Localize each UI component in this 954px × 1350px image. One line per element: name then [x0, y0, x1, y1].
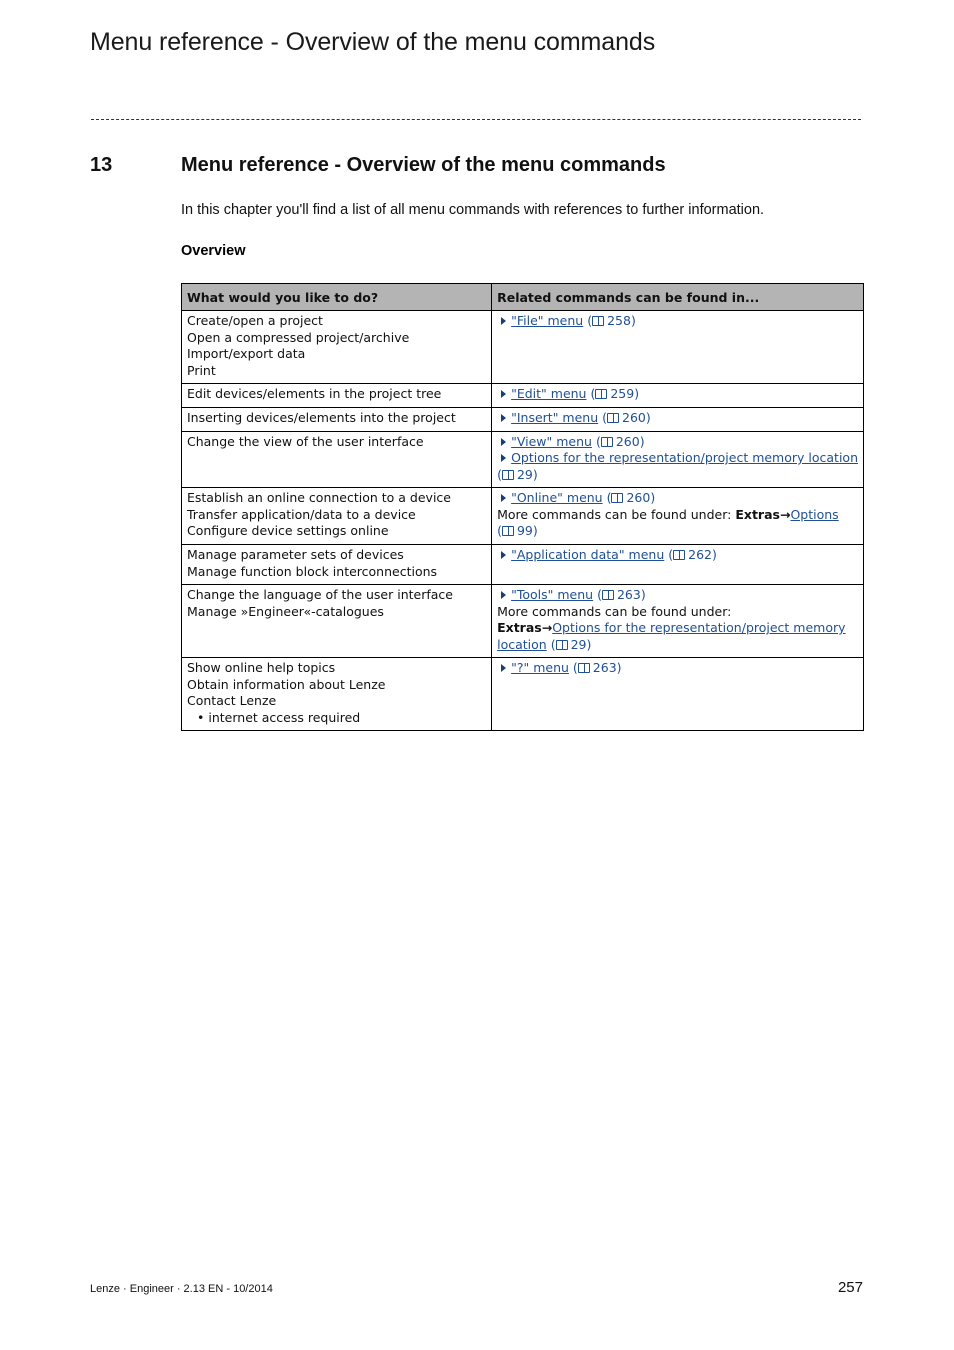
online-menu-link[interactable]: "Online" menu [511, 490, 603, 505]
task-line: Manage parameter sets of devices [187, 547, 404, 562]
link-arrow-icon [501, 551, 506, 559]
file-menu-link[interactable]: "File" menu [511, 313, 584, 328]
commands-cell: "Edit" menu ( 259) [492, 384, 864, 408]
table-row [182, 311, 864, 384]
task-cell [182, 658, 492, 731]
page-reference[interactable]: 260 [622, 410, 646, 425]
book-icon [578, 663, 590, 673]
more-commands-text: More commands can be found under: [497, 506, 732, 522]
running-header-title: Menu reference - Overview of the menu commands [90, 28, 656, 56]
footer-document-info: Lenze · Engineer · 2.13 EN - 10/2014 [90, 1283, 273, 1295]
commands-cell: "File" menu ( 258) [492, 311, 864, 384]
table-row [182, 408, 864, 432]
commands-cell: "View" menu ( 260) Options for the representation/project memory location ( 29) [492, 431, 864, 488]
page-reference[interactable]: 258 [607, 313, 631, 328]
link-arrow-icon [501, 454, 506, 462]
book-icon [673, 550, 685, 560]
table-row [182, 384, 864, 408]
link-arrow-icon [501, 494, 506, 502]
column-header-task: What would you like to do? [182, 284, 492, 311]
task-cell [182, 545, 492, 585]
book-icon [611, 493, 623, 503]
page-number: 257 [837, 1279, 863, 1296]
book-icon [602, 590, 614, 600]
chapter-number: 13 [90, 154, 113, 176]
link-arrow-icon [501, 438, 506, 446]
chapter-title [90, 154, 870, 177]
table-row [182, 585, 864, 658]
page-reference[interactable]: 29 [570, 636, 587, 652]
task-line: Transfer application/data to a device [187, 506, 416, 522]
book-icon [607, 413, 619, 423]
commands-cell: "Insert" menu ( 260) [492, 408, 864, 432]
more-commands-text: More commands can be found under: [497, 603, 732, 619]
tools-menu-link[interactable]: "Tools" menu [511, 587, 594, 602]
page-reference[interactable]: 262 [688, 547, 712, 562]
task-line: Configure device settings online [187, 523, 389, 538]
table-row [182, 488, 864, 545]
options-representation-link[interactable]: Options for the representation/project memory [552, 620, 846, 635]
task-line: Establish an online connection to a device [187, 490, 451, 505]
table-header-row [182, 284, 864, 311]
task-cell [182, 488, 492, 545]
options-representation-link[interactable]: Options for the representation/project memory location [511, 450, 858, 465]
bullet-item: • internet access required [187, 710, 486, 727]
task-cell [182, 384, 492, 408]
book-icon [592, 316, 604, 326]
insert-menu-link[interactable]: "Insert" menu [511, 410, 599, 425]
task-line: Edit devices/elements in the project tree [187, 386, 442, 401]
book-icon [601, 437, 613, 447]
commands-cell: "Online" menu ( 260) More commands can be found under: Extras→Options ( 99) [492, 488, 864, 545]
task-cell [182, 408, 492, 432]
task-cell [182, 431, 492, 488]
page-reference[interactable]: 263 [616, 587, 641, 602]
commands-cell: "?" menu ( 263) [492, 658, 864, 731]
page-reference[interactable]: 263 [592, 660, 617, 675]
page-reference[interactable]: 29 [516, 466, 533, 482]
table-row [182, 658, 864, 731]
task-line: Manage »Engineer«-catalogues [187, 603, 384, 619]
link-arrow-icon [501, 591, 506, 599]
task-line: Print [187, 362, 216, 378]
commands-cell: "Application data" menu ( 262) [492, 545, 864, 585]
task-line: Open a compressed project/archive [187, 329, 410, 345]
task-line: Inserting devices/elements into the project [187, 410, 456, 425]
header-divider [91, 119, 861, 120]
menu-path-arrow-icon: → [779, 506, 791, 522]
page-reference[interactable]: 260 [626, 490, 651, 505]
extras-menu-name: Extras [735, 506, 780, 522]
intro-paragraph: In this chapter you'll find a list of all menu commands with references to further information. [181, 202, 765, 218]
options-representation-link-cont[interactable]: location [497, 636, 547, 652]
table-row [182, 545, 864, 585]
table-row [182, 431, 864, 488]
task-line: Show online help topics [187, 660, 336, 675]
task-line: Change the language of the user interface [187, 587, 453, 602]
task-line: Change the view of the user interface [187, 433, 424, 449]
edit-menu-link[interactable]: "Edit" menu [511, 386, 587, 401]
task-line: Contact Lenze [187, 693, 277, 708]
page-reference[interactable]: 99 [516, 523, 533, 538]
application-data-menu-link[interactable]: "Application data" menu [511, 547, 665, 562]
menu-reference-table [181, 283, 864, 731]
help-menu-link[interactable]: "?" menu [511, 660, 569, 675]
book-icon [556, 640, 568, 650]
book-icon [502, 470, 514, 480]
menu-path-arrow-icon: → [541, 620, 553, 635]
view-menu-link[interactable]: "View" menu [511, 433, 592, 449]
section-heading-overview: Overview [181, 243, 246, 259]
task-line: Obtain information about Lenze [187, 676, 386, 692]
options-link[interactable]: Options [790, 506, 839, 522]
task-line: Create/open a project [187, 313, 323, 328]
page-reference[interactable]: 259 [610, 386, 635, 401]
link-arrow-icon [501, 390, 506, 398]
extras-menu-name: Extras [497, 620, 542, 635]
commands-cell: "Tools" menu ( 263) More commands can be found under: Extras→Options for the representation/project memory location ( 29) [492, 585, 864, 658]
column-header-commands: Related commands can be found in... [492, 284, 864, 311]
book-icon [502, 526, 514, 536]
task-line: Manage function block interconnections [187, 563, 438, 579]
link-arrow-icon [501, 414, 506, 422]
book-icon [595, 389, 607, 399]
link-arrow-icon [501, 664, 506, 672]
chapter-title-text: Menu reference - Overview of the menu commands [181, 154, 666, 176]
task-line: Import/export data [187, 346, 306, 361]
task-cell [182, 311, 492, 384]
task-cell [182, 585, 492, 658]
link-arrow-icon [501, 317, 506, 325]
page-reference[interactable]: 260 [615, 433, 640, 449]
